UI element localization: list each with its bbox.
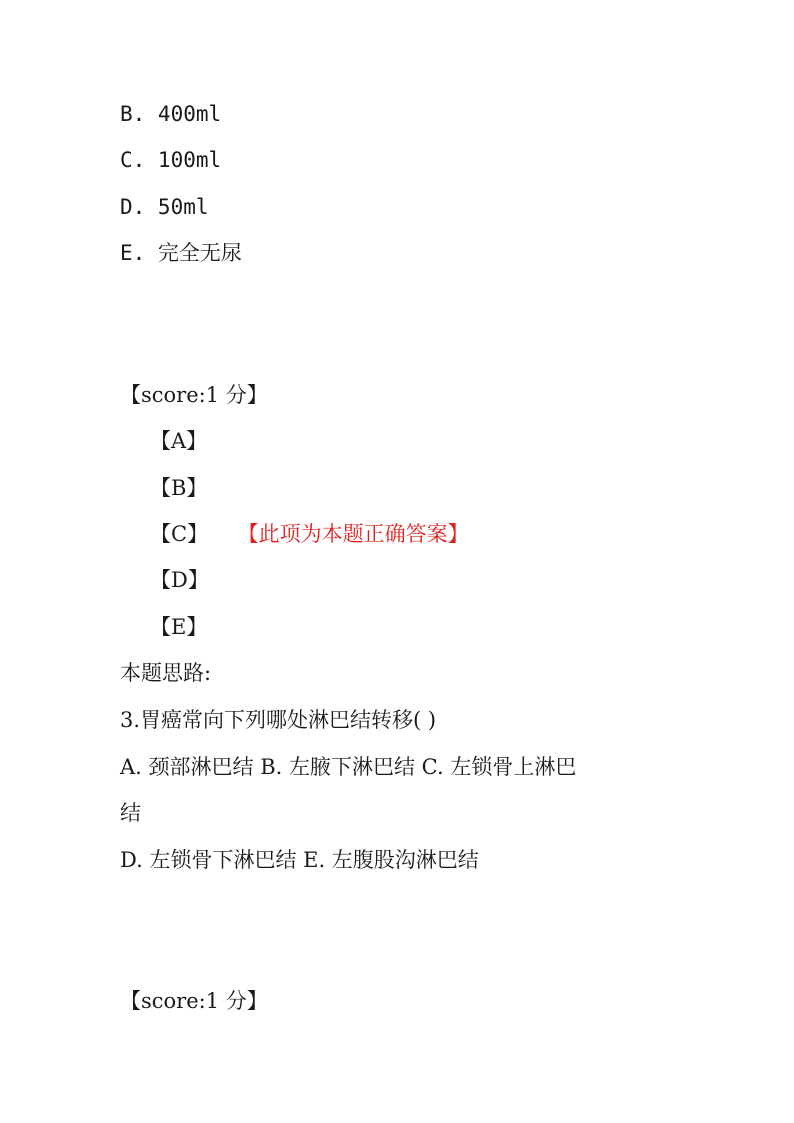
score-label: 【score:1 分】 <box>120 383 268 407</box>
reasoning-label: 本题思路: <box>120 661 212 685</box>
option-b: B. 400ml <box>120 102 222 126</box>
question-3-text: 3.胃癌常向下列哪处淋巴结转移( ) <box>120 708 437 732</box>
question-3-options-line-2: 结 <box>120 801 141 825</box>
option-d: D. 50ml <box>120 195 209 219</box>
answer-choice-a: 【A】 <box>150 429 208 453</box>
answer-choice-b: 【B】 <box>150 476 208 500</box>
correct-answer-marker: 【此项为本题正确答案】 <box>248 522 469 546</box>
answer-choice-d: 【D】 <box>150 568 209 592</box>
answer-choice-c-row <box>150 520 469 548</box>
score-label: 【score:1 分】 <box>120 989 268 1013</box>
option-e: E. 完全无尿 <box>120 241 242 265</box>
option-c: C. 100ml <box>120 148 222 172</box>
answer-choice-e: 【E】 <box>150 615 208 639</box>
answer-choice-c: 【C】 <box>150 522 209 546</box>
question-3-options-line-3: D. 左锁骨下淋巴结 E. 左腹股沟淋巴结 <box>120 848 479 872</box>
question-3-options-line-1: A. 颈部淋巴结 B. 左腋下淋巴结 C. 左锁骨上淋巴 <box>120 755 577 779</box>
